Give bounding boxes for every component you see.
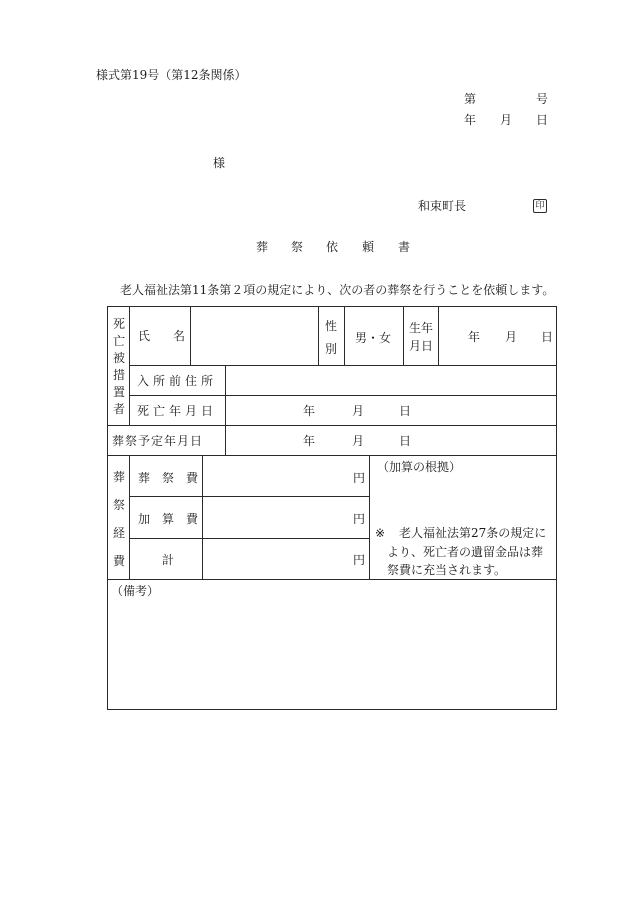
date-month: 月 — [500, 113, 513, 127]
name-label-a: 氏 — [138, 329, 151, 343]
funeral-fee-unit: 円 — [353, 471, 366, 485]
death-year: 年 — [303, 404, 316, 418]
date-day: 日 — [536, 113, 549, 127]
birth-month: 月 — [505, 330, 518, 344]
doc-title-4: 頼 — [362, 240, 375, 254]
address-label: 入所前住所 — [137, 374, 218, 388]
addition-fee-unit: 円 — [353, 512, 366, 526]
funeral-date-label: 葬祭予定年月日 — [112, 434, 204, 448]
note-line-1: 老人福祉法第27条の規定に — [399, 526, 547, 540]
issuer-title: 和束町長 — [418, 199, 467, 213]
note-mark: ※ — [375, 526, 386, 540]
death-day: 日 — [399, 404, 412, 418]
sex-options[interactable]: 男・女 — [355, 331, 392, 345]
total-label: 計 — [162, 553, 175, 567]
addition-fee-label: 加 算 費 — [138, 512, 199, 526]
note-line-2: より、死亡者の遺留金品は葬 — [387, 545, 544, 559]
addition-basis-label: （加算の根拠） — [377, 460, 462, 474]
deceased-side-label: 死 亡 被 措 置 者 — [113, 317, 126, 416]
birth-label-2: 月日 — [409, 339, 434, 353]
doc-title-1: 葬 — [256, 240, 269, 254]
name-label-b: 名 — [173, 329, 186, 343]
funeral-month: 月 — [352, 434, 365, 448]
funeral-year: 年 — [303, 434, 316, 448]
doc-number-dai: 第 — [464, 92, 477, 106]
funeral-day: 日 — [399, 434, 412, 448]
seal-mark: 印 — [533, 199, 547, 213]
birth-day: 日 — [541, 330, 554, 344]
addressee-suffix: 様 — [213, 156, 226, 170]
request-form-table — [107, 306, 557, 710]
intro-text: 老人福祉法第11条第２項の規定により、次の者の葬祭を行うことを依頼します。 — [120, 283, 555, 297]
name-field[interactable] — [191, 307, 317, 364]
birth-label-1: 生年 — [409, 321, 434, 335]
doc-number-go: 号 — [536, 92, 549, 106]
remarks-label: （備考） — [111, 584, 160, 598]
date-year: 年 — [464, 113, 477, 127]
death-month: 月 — [352, 404, 365, 418]
doc-title-5: 書 — [398, 240, 411, 254]
death-date-label: 死亡年月日 — [137, 404, 218, 418]
address-field[interactable] — [227, 367, 555, 394]
note-line-3: 祭費に充当されます。 — [387, 563, 507, 577]
sex-label-2: 別 — [325, 342, 338, 356]
birth-year: 年 — [468, 330, 481, 344]
doc-title-2: 祭 — [291, 240, 304, 254]
funeral-fee-label: 葬 祭 費 — [138, 471, 199, 485]
expenses-side-label: 葬 祭 経 費 — [113, 470, 126, 568]
remarks-field[interactable] — [109, 602, 554, 707]
doc-title-3: 依 — [326, 240, 339, 254]
sex-label-1: 性 — [325, 319, 338, 333]
total-unit: 円 — [353, 553, 366, 567]
form-number: 様式第19号（第12条関係） — [96, 68, 247, 82]
